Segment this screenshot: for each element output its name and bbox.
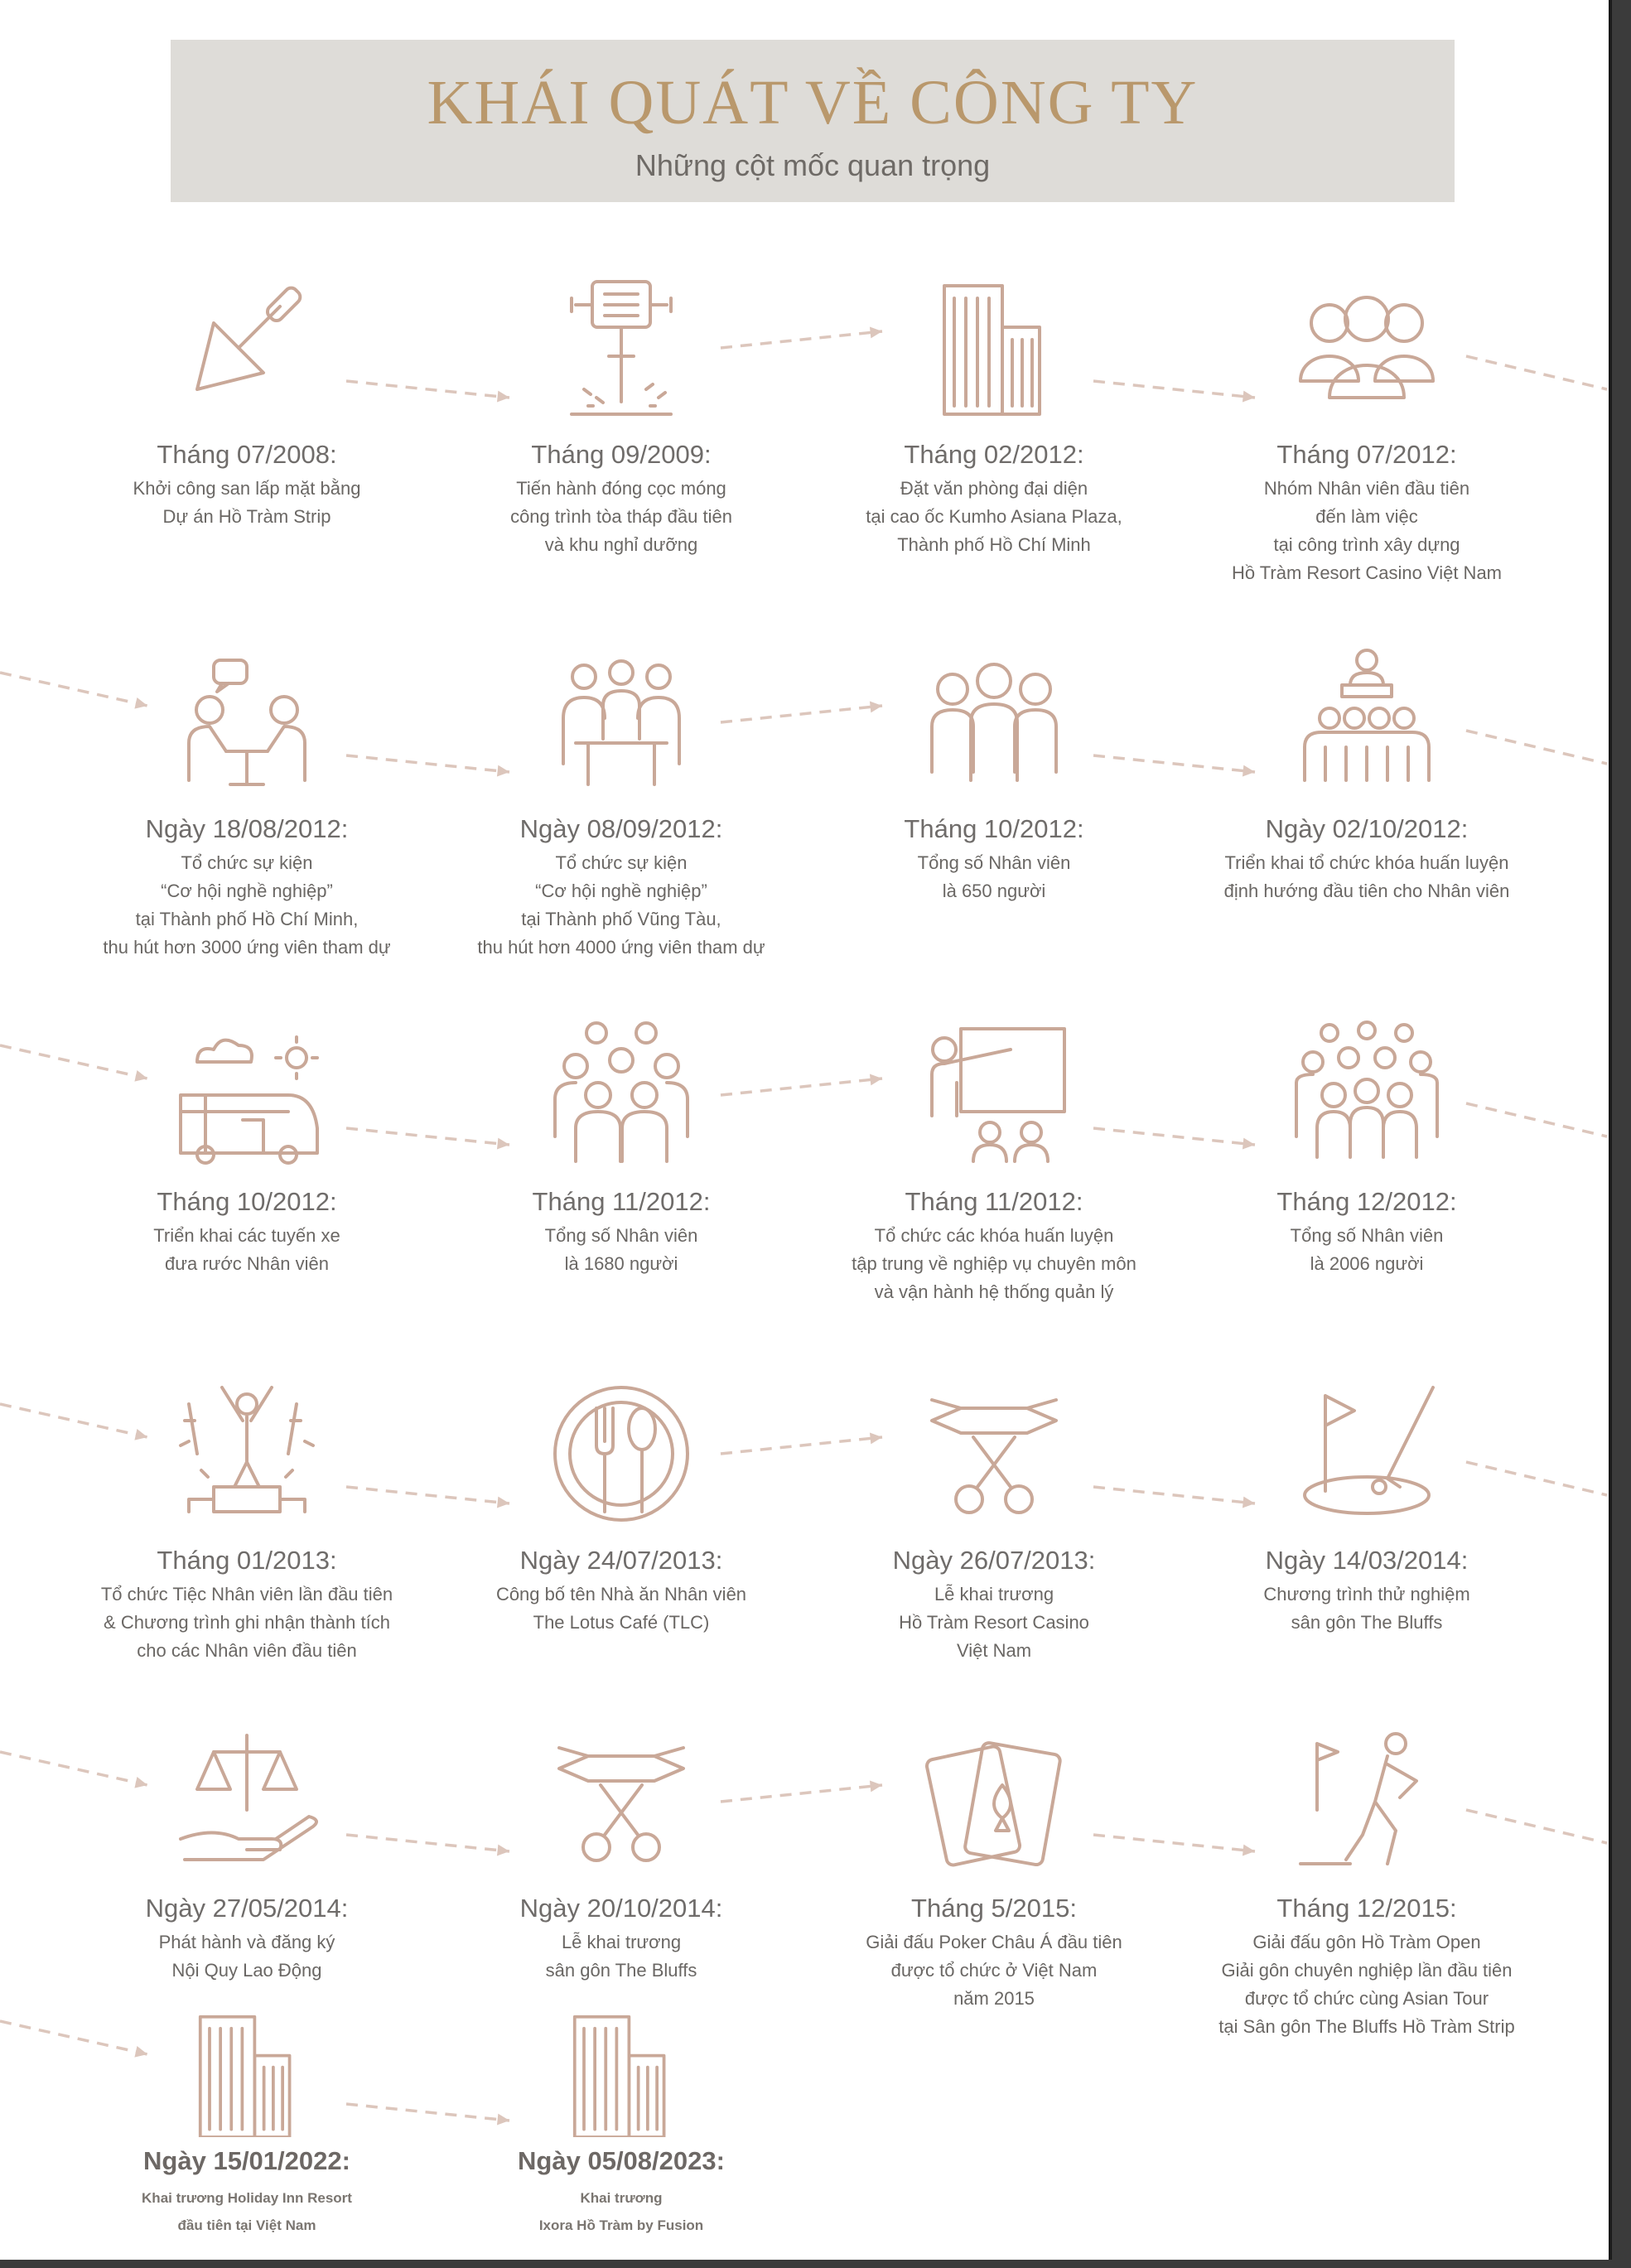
milestone-date: Tháng 07/2008: xyxy=(157,440,337,469)
milestone-date: Ngày 27/05/2014: xyxy=(145,1894,349,1923)
milestone-date: Tháng 10/2012: xyxy=(904,814,1084,843)
golfer-icon xyxy=(1284,1719,1450,1884)
celebration-podium-icon xyxy=(164,1371,330,1537)
milestone xyxy=(1193,265,1541,587)
trowel-icon xyxy=(164,265,330,431)
three-people-icon xyxy=(911,639,1077,805)
milestone xyxy=(1193,1371,1541,1637)
description-line: là 1680 người xyxy=(564,1253,678,1275)
description-line: được tổ chức ở Việt Nam xyxy=(890,1960,1098,1981)
description-line: Giải đấu gôn Hồ Tràm Open xyxy=(1252,1932,1481,1953)
milestone xyxy=(820,265,1168,559)
description-line: Tổ chức Tiệc Nhân viên lần đầu tiên xyxy=(100,1584,393,1605)
description-line: Tổ chức sự kiện xyxy=(181,852,313,874)
large-crowd-icon xyxy=(1284,1012,1450,1178)
milestone xyxy=(447,2013,795,2239)
description-line: công trình tòa tháp đầu tiên xyxy=(510,506,732,528)
description-line: thu hút hơn 3000 ứng viên tham dự xyxy=(103,937,391,958)
milestone-date: Ngày 08/09/2012: xyxy=(519,814,723,843)
milestone-date: Tháng 12/2015: xyxy=(1276,1894,1457,1923)
milestone-date: Tháng 12/2012: xyxy=(1276,1187,1457,1216)
description-line: tại cao ốc Kumho Asiana Plaza, xyxy=(866,506,1122,528)
description-line: cho các Nhân viên đầu tiên xyxy=(137,1640,357,1662)
scales-hand-icon xyxy=(164,1719,330,1884)
description-line: Nhóm Nhân viên đầu tiên xyxy=(1263,478,1470,499)
milestone-description xyxy=(73,1222,421,1278)
description-line: “Cơ hội nghề nghiệp” xyxy=(535,881,707,902)
milestone-date: Tháng 01/2013: xyxy=(157,1546,337,1575)
milestone xyxy=(447,1012,795,1278)
description-line: Khai trương xyxy=(580,2190,663,2207)
description-line: The Lotus Café (TLC) xyxy=(533,1612,710,1633)
description-line: Khởi công san lấp mặt bằng xyxy=(133,478,361,499)
description-line: và vận hành hệ thống quản lý xyxy=(874,1281,1114,1303)
milestone-description xyxy=(73,849,421,962)
milestone-date: Tháng 07/2012: xyxy=(1276,440,1457,469)
milestone-description xyxy=(1193,1222,1541,1278)
milestone xyxy=(447,639,795,962)
description-line: “Cơ hội nghề nghiệp” xyxy=(161,881,333,902)
crowd-icon xyxy=(538,1012,704,1178)
description-line: Tổng số Nhân viên xyxy=(544,1225,698,1247)
milestone xyxy=(447,1719,795,1985)
description-line: Tổ chức các khóa huấn luyện xyxy=(874,1225,1114,1247)
milestone xyxy=(73,265,421,531)
milestone xyxy=(73,639,421,962)
milestone-description xyxy=(447,475,795,559)
description-line: tại công trình xây dựng xyxy=(1273,534,1460,556)
milestone xyxy=(1193,639,1541,905)
description-line: và khu nghỉ dưỡng xyxy=(544,534,698,556)
description-line: tập trung về nghiệp vụ chuyên môn xyxy=(852,1253,1136,1275)
milestone xyxy=(447,1371,795,1637)
description-line: tại Thành phố Hồ Chí Minh, xyxy=(135,909,359,930)
pile-driver-icon xyxy=(538,265,704,431)
milestone xyxy=(820,1719,1168,2013)
description-line: năm 2015 xyxy=(953,1988,1035,2010)
description-line: Lễ khai trương xyxy=(934,1584,1054,1605)
milestone-date: Ngày 14/03/2014: xyxy=(1265,1546,1469,1575)
description-line: Triển khai tổ chức khóa huấn luyện xyxy=(1224,852,1509,874)
milestone-description xyxy=(447,1580,795,1637)
plate-fork-spoon-icon xyxy=(538,1371,704,1537)
milestone-description xyxy=(820,1928,1168,2013)
milestone-date: Tháng 5/2015: xyxy=(911,1894,1077,1923)
milestone-description xyxy=(73,475,421,531)
description-line: sân gôn The Bluffs xyxy=(545,1960,697,1981)
milestone-date: Ngày 18/08/2012: xyxy=(145,814,349,843)
description-line: Công bố tên Nhà ăn Nhân viên xyxy=(495,1584,747,1605)
office-building-icon xyxy=(538,2013,704,2137)
bus-icon xyxy=(164,1012,330,1178)
milestone-date: Ngày 15/01/2022: xyxy=(143,2146,350,2175)
training-board-icon xyxy=(911,1012,1077,1178)
milestone-date: Ngày 02/10/2012: xyxy=(1265,814,1469,843)
milestone-date: Tháng 10/2012: xyxy=(157,1187,337,1216)
description-line: Lễ khai trương xyxy=(561,1932,682,1953)
milestone-date: Tháng 11/2012: xyxy=(532,1187,711,1216)
description-line: Tổng số Nhân viên xyxy=(917,852,1071,874)
description-line: Giải đấu Poker Châu Á đầu tiên xyxy=(866,1932,1122,1953)
milestone-date: Ngày 20/10/2014: xyxy=(519,1894,723,1923)
milestone-date: Tháng 09/2009: xyxy=(531,440,712,469)
milestone-description xyxy=(1193,1580,1541,1637)
description-line: Phát hành và đăng ký xyxy=(158,1932,335,1953)
description-line: định hướng đầu tiên cho Nhân viên xyxy=(1223,881,1510,902)
description-line: Nội Quy Lao Động xyxy=(171,1960,322,1981)
milestone-date: Ngày 24/07/2013: xyxy=(519,1546,723,1575)
description-line: Thành phố Hồ Chí Minh xyxy=(897,534,1091,556)
milestone xyxy=(447,265,795,559)
milestone-description xyxy=(1193,849,1541,905)
description-line: tại Sân gôn The Bluffs Hồ Tràm Strip xyxy=(1218,2016,1515,2038)
milestone-description xyxy=(1193,1928,1541,2041)
ribbon-scissors-icon xyxy=(538,1719,704,1884)
milestone-description xyxy=(447,1222,795,1278)
description-line: Hồ Tràm Resort Casino Việt Nam xyxy=(1231,562,1503,584)
milestone-date: Ngày 26/07/2013: xyxy=(892,1546,1096,1575)
milestone-description xyxy=(820,1222,1168,1306)
description-line: là 2006 người xyxy=(1310,1253,1424,1275)
milestone xyxy=(820,639,1168,905)
milestone xyxy=(73,1012,421,1278)
milestone xyxy=(1193,1719,1541,2041)
description-line: Ixora Hồ Tràm by Fusion xyxy=(538,2217,704,2234)
description-line: là 650 người xyxy=(942,881,1046,902)
description-line: Đặt văn phòng đại diện xyxy=(900,478,1088,499)
description-line: Hồ Tràm Resort Casino xyxy=(899,1612,1089,1633)
ribbon-scissors-icon xyxy=(911,1371,1077,1537)
description-line: Tổng số Nhân viên xyxy=(1290,1225,1444,1247)
description-line: đầu tiên tại Việt Nam xyxy=(177,2217,316,2234)
description-line: Khai trương Holiday Inn Resort xyxy=(142,2190,352,2207)
milestone-description xyxy=(820,849,1168,905)
milestone-date: Ngày 05/08/2023: xyxy=(518,2146,725,2175)
page-subtitle: Những cột mốc quan trọng xyxy=(635,148,991,182)
milestone-description xyxy=(820,475,1168,559)
staff-group-icon xyxy=(1284,265,1450,431)
meeting-table-icon xyxy=(538,639,704,805)
page-title: KHÁI QUÁT VỀ CÔNG TY xyxy=(427,68,1199,138)
description-line: được tổ chức cùng Asian Tour xyxy=(1244,1988,1489,2010)
milestone-description xyxy=(447,2184,795,2239)
milestone-description xyxy=(1193,475,1541,587)
milestone xyxy=(820,1371,1168,1665)
milestone-description xyxy=(820,1580,1168,1665)
description-line: thu hút hơn 4000 ứng viên tham dự xyxy=(477,937,765,958)
poker-cards-icon xyxy=(911,1719,1077,1884)
milestone-date: Tháng 11/2012: xyxy=(905,1187,1083,1216)
description-line: đến làm việc xyxy=(1315,506,1418,528)
description-line: Việt Nam xyxy=(956,1640,1032,1662)
description-line: Giải gôn chuyên nghiệp lần đầu tiên xyxy=(1221,1960,1513,1981)
interview-icon xyxy=(164,639,330,805)
milestone-description xyxy=(447,1928,795,1985)
description-line: sân gôn The Bluffs xyxy=(1291,1612,1443,1633)
milestone-date: Tháng 02/2012: xyxy=(904,440,1084,469)
milestone xyxy=(820,1012,1168,1306)
milestone-description xyxy=(73,1928,421,1985)
description-line: tại Thành phố Vũng Tàu, xyxy=(521,909,721,930)
milestone-description xyxy=(73,1580,421,1665)
milestone-description xyxy=(73,2184,421,2239)
milestone xyxy=(73,1371,421,1665)
description-line: & Chương trình ghi nhận thành tích xyxy=(104,1612,390,1633)
description-line: Chương trình thử nghiệm xyxy=(1263,1584,1470,1605)
description-line: Triển khai các tuyến xe xyxy=(153,1225,340,1247)
description-line: Dự án Hồ Tràm Strip xyxy=(162,506,331,528)
presenter-audience-icon xyxy=(1284,639,1450,805)
milestone xyxy=(73,1719,421,1985)
milestone xyxy=(73,2013,421,2239)
office-building-icon xyxy=(911,265,1077,431)
office-building-icon xyxy=(164,2013,330,2137)
description-line: đưa rước Nhân viên xyxy=(165,1253,329,1275)
golf-flag-icon xyxy=(1284,1371,1450,1537)
description-line: Tiến hành đóng cọc móng xyxy=(516,478,726,499)
description-line: Tổ chức sự kiện xyxy=(555,852,688,874)
milestone-description xyxy=(447,849,795,962)
milestone xyxy=(1193,1012,1541,1278)
